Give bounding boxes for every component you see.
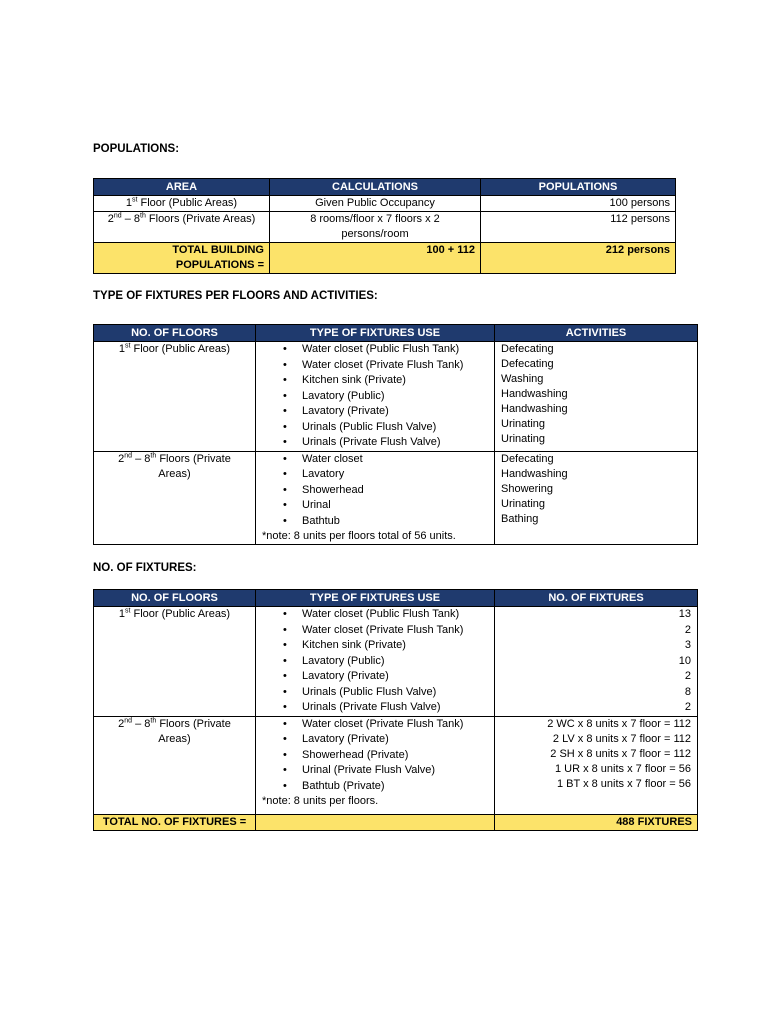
count-item: 2 LV x 8 units x 7 floor = 112 [552,732,691,745]
fixture-name: Bathtub [302,514,340,527]
col-header-activities: ACTIVITIES [495,325,698,342]
list-item [256,763,494,779]
count-item: 2 SH x 8 units x 7 floor = 112 [550,747,691,760]
bullet-icon: • [283,343,287,355]
col-header-fixture-types: TYPE OF FIXTURES USE [256,325,495,342]
activities-cell [495,342,698,452]
fixture-name: Urinal [302,499,331,511]
total-population: 212 persons [481,243,676,274]
list-item [256,342,494,358]
count-item: 1 UR x 8 units x 7 floor = 56 [554,762,691,775]
fixture-name: Showerhead [302,483,364,496]
calc-cell: Given Public Occupancy [270,196,481,212]
counts-cell [495,607,698,717]
fixture-name: Lavatory (Private) [302,405,389,417]
list-item [256,358,494,374]
list-item [256,467,494,483]
activity-item: Defecating [501,452,554,465]
fixture-name: Water closet [302,452,363,465]
list-item [256,732,494,748]
bullet-icon: • [283,420,287,433]
total-label: TOTAL NO. OF FIXTURES = [94,815,256,831]
populations-heading: POPULATIONS: [93,143,180,155]
fixture-name: Kitchen sink (Private) [302,374,406,386]
list-item [256,607,494,623]
fixtures-cell [256,607,495,717]
activity-item: Washing [501,373,544,385]
list-item [256,514,494,530]
list-item [256,389,494,405]
table-row [94,451,698,545]
fixture-name: Water closet (Private Flush Tank) [302,717,464,730]
bullet-icon: • [283,748,287,761]
col-header-fixture-types: TYPE OF FIXTURES USE [256,590,495,607]
count-item: 2 [684,701,691,713]
activity-item: Urinating [501,497,546,510]
activity-item: Urinating [501,418,546,430]
count-item: 2 [684,670,691,682]
fixture-name: Urinals (Public Flush Valve) [302,420,437,433]
table-row [94,196,676,212]
list-item [256,404,494,420]
bullet-icon: • [283,436,287,448]
fixture-types-heading: TYPE OF FIXTURES PER FLOORS AND ACTIVITIES: [93,290,378,302]
fixture-name: Water closet (Public Flush Tank) [302,608,460,620]
list-item [256,498,494,514]
bullet-icon: • [283,733,287,745]
list-item [256,483,494,499]
calc-cell: 8 rooms/floor x 7 floors x 2 persons/room [270,212,481,243]
list-item [256,420,494,436]
table-header-row [94,325,698,342]
bullet-icon: • [283,717,287,730]
count-item: 2 [684,623,691,636]
activity-item: Bathing [501,512,539,525]
list-item [256,373,494,389]
bullet-icon: • [283,639,287,651]
count-item: 1 BT x 8 units x 7 floor = 56 [556,777,691,790]
fixture-note: *note: 8 units per floors total of 56 units. [262,530,456,542]
bullet-icon: • [283,685,287,698]
counts-cell [495,716,698,815]
col-header-populations: POPULATIONS [481,179,676,196]
fixture-name: Water closet (Private Flush Tank) [302,358,464,371]
fixture-name: Lavatory (Public) [302,654,385,667]
activities-table [93,324,698,545]
activity-item: Handwashing [501,467,568,480]
fixture-name: Lavatory (Private) [302,670,389,682]
fixture-name: Urinal (Private Flush Valve) [302,764,436,776]
fixtures-cell [256,451,495,545]
bullet-icon: • [283,654,287,667]
fixture-list [256,717,494,795]
fixture-name: Urinals (Private Flush Valve) [302,436,441,448]
fixture-count-heading: NO. OF FIXTURES: [93,562,197,574]
bullet-icon: • [283,405,287,417]
populations-table [93,178,676,274]
fixture-list [256,607,494,716]
bullet-icon: • [283,670,287,682]
fixture-note: *note: 8 units per floors. [262,795,379,807]
floor-cell: 2nd – 8th Floors (Private Areas) [94,451,256,545]
activity-item: Handwashing [501,403,568,415]
fixture-name: Urinals (Private Flush Valve) [302,701,441,713]
table-row [94,342,698,452]
total-label: TOTAL BUILDING POPULATIONS = [94,243,270,274]
bullet-icon: • [283,483,287,496]
activity-item: Defecating [501,358,554,370]
fixture-list [256,452,494,530]
activities-cell [495,451,698,545]
bullet-icon: • [283,608,287,620]
activity-item: Handwashing [501,388,568,400]
col-header-floors: NO. OF FLOORS [94,325,256,342]
floor-cell: 1st Floor (Public Areas) [94,607,256,717]
bullet-icon: • [283,389,287,402]
activity-item: Showering [501,482,553,495]
list-item [256,748,494,764]
fixture-list [256,342,494,451]
list-item [256,435,494,451]
total-empty-cell [256,815,495,831]
bullet-icon: • [283,514,287,527]
list-item [256,779,494,795]
total-row [94,815,698,831]
fixture-name: Water closet (Public Flush Tank) [302,343,460,355]
area-cell: 2nd – 8th Floors (Private Areas) [94,212,270,243]
table-header-row [94,590,698,607]
bullet-icon: • [283,499,287,511]
activity-item: Urinating [501,433,546,445]
bullet-icon: • [283,779,287,792]
table-row [94,212,676,243]
col-header-calculations: CALCULATIONS [270,179,481,196]
count-item: 10 [678,654,691,667]
fixture-name: Kitchen sink (Private) [302,639,406,651]
col-header-fixture-count: NO. OF FIXTURES [495,590,698,607]
count-item: 13 [678,608,691,620]
fixtures-cell [256,716,495,815]
fixture-name: Urinals (Public Flush Valve) [302,685,437,698]
fixture-name: Lavatory (Public) [302,389,385,402]
total-calc: 100 + 112 [270,243,481,274]
bullet-icon: • [283,452,287,465]
fixture-name: Lavatory [302,468,345,480]
bullet-icon: • [283,374,287,386]
total-fixtures: 488 FIXTURES [495,815,698,831]
fixture-name: Lavatory (Private) [302,733,389,745]
list-item [256,717,494,733]
bullet-icon: • [283,623,287,636]
col-header-area: AREA [94,179,270,196]
col-header-floors: NO. OF FLOORS [94,590,256,607]
fixtures-cell [256,342,495,452]
activity-item: Defecating [501,343,554,355]
count-item: 2 WC x 8 units x 7 floor = 112 [547,717,691,730]
population-cell: 112 persons [481,212,676,243]
bullet-icon: • [283,468,287,480]
list-item [256,452,494,468]
floor-cell: 2nd – 8th Floors (Private Areas) [94,716,256,815]
table-row [94,716,698,815]
bullet-icon: • [283,358,287,371]
list-item [256,623,494,639]
floor-cell: 1st Floor (Public Areas) [94,342,256,452]
count-item: 8 [684,685,691,698]
list-item [256,638,494,654]
count-item: 3 [684,639,691,651]
table-row [94,607,698,717]
list-item [256,654,494,670]
list-item [256,685,494,701]
fixture-name: Showerhead (Private) [302,748,409,761]
bullet-icon: • [283,701,287,713]
population-cell: 100 persons [481,196,676,212]
bullet-icon: • [283,764,287,776]
list-item [256,700,494,716]
table-header-row [94,179,676,196]
fixture-count-table [93,589,698,831]
list-item [256,669,494,685]
total-row [94,243,676,274]
area-cell: 1st Floor (Public Areas) [94,196,270,212]
fixture-name: Bathtub (Private) [302,779,385,792]
fixture-name: Water closet (Private Flush Tank) [302,623,464,636]
